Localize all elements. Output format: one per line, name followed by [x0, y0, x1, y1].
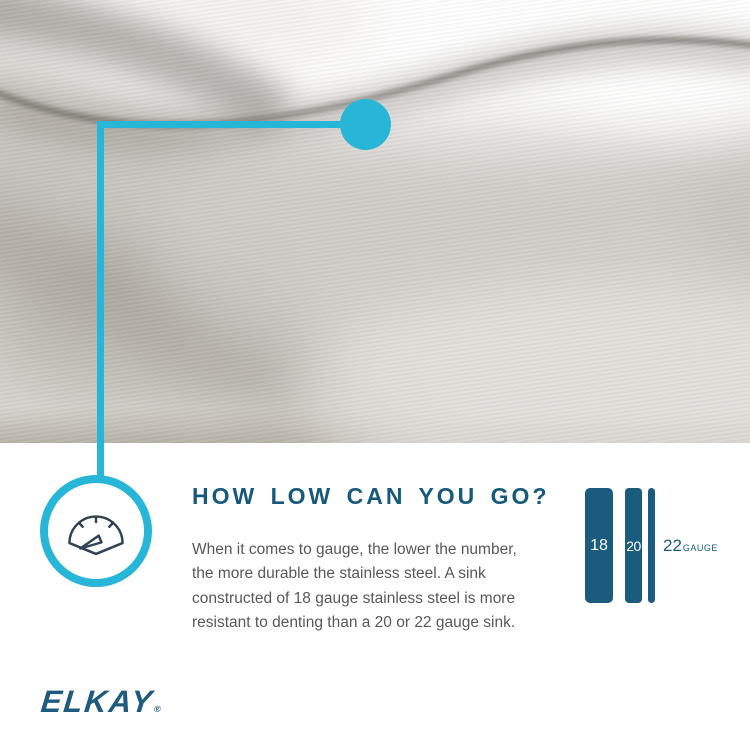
gauge-icon-circle — [40, 475, 152, 587]
callout-dot — [340, 99, 391, 150]
gauge-bar-20 — [625, 488, 642, 603]
gauge-bar-20-label: 20 — [626, 537, 641, 554]
callout-line-vertical — [97, 121, 104, 479]
gauge-22-number: 22 — [663, 535, 682, 555]
gauge-bar-18-label: 18 — [590, 536, 608, 554]
gauge-bar-18 — [585, 488, 613, 603]
gauge-22-label — [663, 536, 718, 556]
elkay-logo-text: ELKAY — [39, 684, 156, 719]
elkay-logo — [39, 684, 165, 720]
gauge-dial-icon — [62, 504, 130, 559]
gauge-bars-chart — [585, 488, 718, 603]
section-heading: HOW LOW CAN YOU GO? — [192, 483, 550, 509]
callout-line-horizontal — [97, 121, 347, 128]
body-text: When it comes to gauge, the lower the number, the more durable the stainless steel. A sink constructed of 18 gauge stainless steel is more resistant to denting than a 20 or 22 gauge sink. — [192, 541, 517, 632]
registered-trademark-icon: ® — [153, 704, 164, 714]
gauge-bar-22 — [648, 488, 655, 603]
gauge-unit-label: GAUGE — [682, 542, 718, 553]
